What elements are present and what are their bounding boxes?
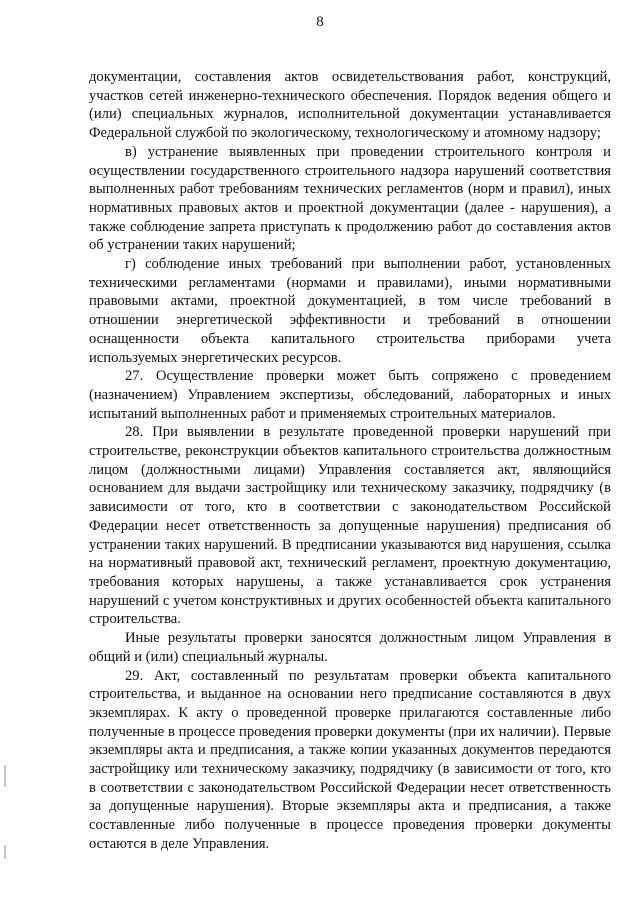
paragraph-item-v: в) устранение выявленных при проведении строительного контроля и осуществлении государственного строительного надзора нарушений соответствия выполненных работ требованиям технических регламентов (норм и правил), иных нормативных правовых актов и проектной документации (далее - нарушения), а также соблюдение запрета приступать к продолжению работ до составления актов об устранении таких нарушений; bbox=[89, 143, 611, 254]
paragraph-28: 28. При выявлении в результате проведенной проверки нарушений при строительстве, реконструкции объектов капитального строительства должностным лицом (должностными лицами) Управления составляется акт, являющийся основанием для выдачи застройщику или техническому заказчику, подрядчику (в зависимости от того, кто в соответствии с законодательством Российской Федерации несет ответственность за допущенные нарушения) предписания об устранении таких нарушений. В предписании указываются вид нарушения, ссылка на нормативный правовой акт, технический регламент, проектную документацию, требования которых нарушены, а также устанавливается срок устранения нарушений с учетом конструктивных и других особенностей объекта капитального строительства. bbox=[89, 424, 611, 628]
page-number: 8 bbox=[316, 14, 324, 30]
paragraph-28-note: Иные результаты проверки заносятся должностным лицом Управления в общий и (или) специальный журналы. bbox=[89, 630, 611, 665]
document-body bbox=[89, 68, 611, 854]
scan-margin-mark bbox=[4, 845, 6, 859]
paragraph-continuation: документации, составления актов освидетельствования работ, конструкций, участков сетей инженерно-технического обеспечения. Порядок ведения общего и (или) специальных журналов, исполнительной документации устанавливается Федеральной службой по экологическому, технологическому и атомному надзору; bbox=[89, 69, 611, 142]
paragraph-item-g: г) соблюдение иных требований при выполнении работ, установленных техническими регламентами (нормами и правилами), иными нормативными правовыми актами, проектной документацией, в том числе требований в отношении энергетической эффективности и требований в отношении оснащенности объекта капитального строительства приборами учета используемых энергетических ресурсов. bbox=[89, 256, 611, 366]
paragraph-27: 27. Осуществление проверки может быть сопряжено с проведением (назначением) Управлением экспертизы, обследований, лабораторных и иных испытаний выполненных работ и применяемых строительных материалов. bbox=[89, 368, 611, 422]
scan-margin-mark bbox=[4, 765, 6, 787]
paragraph-29: 29. Акт, составленный по результатам проверки объекта капитального строительства, и выданное на основании него предписание составляются в двух экземплярах. К акту о проведенной проверке прилагаются составленные либо полученные в процессе проведения проверки документы (при их наличии). Первые экземпляры акта и предписания, а также копии указанных документов передаются застройщику или техническому заказчику, подрядчику (в зависимости от того, кто в соответствии с законодательством Российской Федерации несет ответственность за допущенные нарушения). Вторые экземпляры акта и предписания, а также составленные либо полученные в процессе проведения проверки документы остаются в деле Управления. bbox=[89, 667, 611, 852]
